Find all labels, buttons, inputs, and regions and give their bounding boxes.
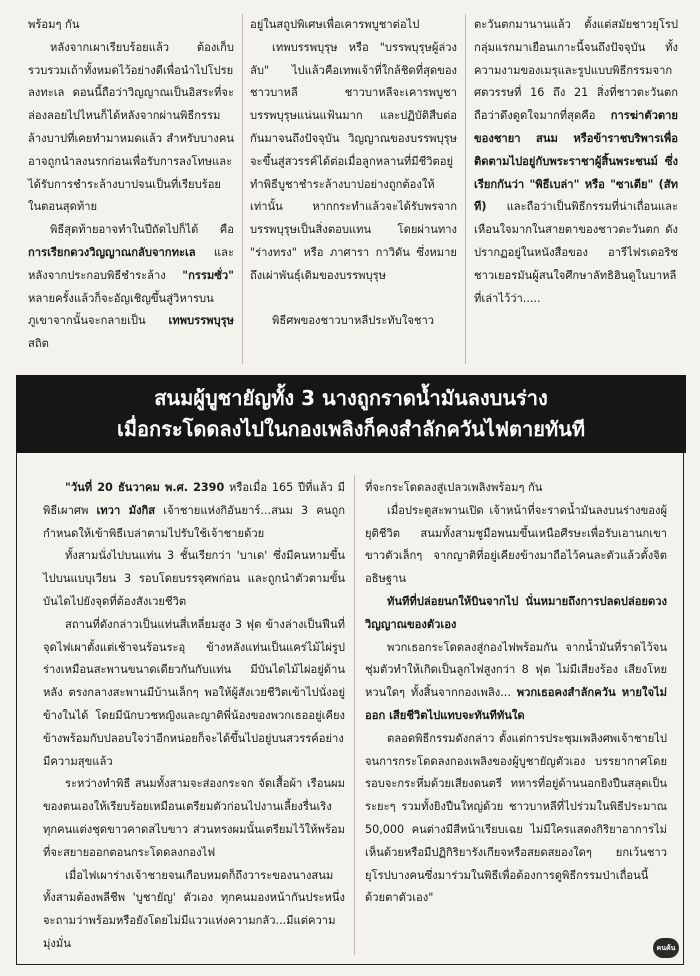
headline-line-2: เมื่อกระโดดลงไปในกองเพลิงก็คงสำลักควันไฟตายทันที bbox=[116, 417, 586, 441]
paragraph: ทันทีที่ปล่อยนกให้บินจากไป นั่นหมายถึงการปลดปล่อยดวงวิญญาณของตัวเอง bbox=[365, 594, 667, 631]
column-divider bbox=[354, 475, 355, 955]
paragraph: เมื่อไฟเผาร่างเจ้าชายจนเกือบหมดก็ถึงวาระของนางสนมทั้งสามต้องพลีชีพ 'บูชายัญ' ตัวเอง ทุกคนมองหน้ากันประหนึ่งจะถามว่าพร้อมหรือยังโดยไม่มีแววแห่งความกลัว...มีแต่ความมุ่งมั่น bbox=[43, 868, 345, 950]
paragraph: พร้อมๆ กัน bbox=[28, 18, 80, 31]
paragraph: สถานที่ดังกล่าวเป็นแท่นสี่เหลี่ยมสูง 3 ฟุต ข้างล่างเป็นฟืนที่จุดไฟเผาตั้งแต่เช้าจนร้อนระอุ ข้างหลังแท่นเป็นแคร่ไม้ไผ่รูปร่างเหมือนสะพานขนาดเดียวกันกับแท่น มีบันไดไม้ไผ่อยู่ด้านหลัง ตรงกลางสะพานมีบ้านเล็กๆ พอให้ผู้สังเวยชีวิตเข้าไปนั่งอยู่ข้างในได้ โดยมีนักบวชหญิงและญาติพี่น้องของพวกเธออยู่เคียงข้างพร้อมกับปลอบใจว่าอีกหน่อยก็จะได้ขึ้นไปอยู่บนสวรรค์อย่างมีความสุขแล้ว bbox=[43, 617, 345, 768]
paragraph: พิธีสุดท้ายอาจทำในปีถัดไปก็ได้ คือ การเรียกดวงวิญญาณกลับจากทะเล และหลังจากประกอบพิธีชำระล้าง "กรรมซั่ว" หลายครั้งแล้วก็จะอัญเชิญขึ้นสู่วิหารบนภูเขาจากนั้นจะกลายเป็น เทพบรรพบุรุษ สถิต bbox=[28, 223, 234, 351]
story-column-2 bbox=[365, 477, 667, 910]
paragraph: ระหว่างทำพิธี สนมทั้งสามจะส่องกระจก จัดเสื้อผ้า เรือนผมของตนเองให้เรียบร้อยเหมือนเตรียมตัวก่อนไปงานเลี้ยงรื่นเริง ทุกคนแต่งชุดขาวคาดสไบขาว ส่วนทรงผมนั้นเตรียมไว้ให้พร้อมที่จะสยายออกตอนกระโดดลงกองไฟ bbox=[43, 777, 345, 859]
paragraph: ที่จะกระโดดลงสู่เปลวเพลิงพร้อมๆ กัน bbox=[365, 481, 543, 494]
top-column-3 bbox=[474, 14, 678, 310]
story-column-1 bbox=[43, 477, 345, 956]
paragraph: ตะวันตกมานานแล้ว ตั้งแต่สมัยชาวยุโรปกลุ่มแรกมาเยือนเกาะนี้จนถึงปัจจุบัน ทั้งความงามของเมรุและรูปแบบพิธีกรรมจากศตวรรษที่ 16 ถึง 21 สิ่งที่ชาวตะวันตกถือว่าดึงดูดใจมากที่สุดคือ การฆ่าตัวตายของชายา สนม หรือข้าราชบริพารเพื่อติดตามไปอยู่กับพระราชาผู้สิ้นพระชนม์ ซึ่งเรียกกันว่า "พิธีเบล่า" หรือ "ซาเตีย" (สัทที) และถือว่าเป็นพิธีกรรมที่น่าเถื่อนและเหือนใจมากในสายตาของชาวตะวันตก ดังปรากฏอยู่ในหนังสือของ อารีไฟรเดอริช ชาวเยอรมันผู้สนใจศึกษาลัทธิฮินดูในบาหลีที่เล่าไว้ว่า..... bbox=[474, 18, 678, 305]
paragraph: ทั้งสามนั่งไปบนแท่น 3 ชั้นเรียกว่า 'บาเด' ซึ่งมีคนหามขึ้นไปบนแบบุเวียน 3 รอบโดยบรรจุศพก่อน และถูกนำตัวตามขั้นบันไดไปยังจุดที่ต้องสังเวยชีวิต bbox=[43, 549, 345, 608]
paragraph: พวกเธอกระโดดลงสู่กองไฟพร้อมกัน จากน้ำมันที่ราดไว้จนชุ่มตัวทำให้เกิดเป็นลูกไฟสูงกว่า 8 ฟุต ไม่มีเสียงร้อง เสียงโหยหวนใดๆ ทั้งสิ้นจากกองเพลิง... พวกเธอคงสำลักควัน หายใจไม่ออก เสียชีวิตไปแทบจะทันทีทันใด bbox=[365, 640, 667, 722]
paragraph: หลังจากเผาเรียบร้อยแล้ว ต้องเก็บรวบรวมเถ้าทั้งหมดไว้อย่างดีเพื่อนำไปโปรยลงทะเล ดอนนี้ถือว่าวิญญาณเป็นอิสระที่จะล่องลอยไปไหนก็ได้หลังจากผ่านพิธีกรรมล้างบาปที่เคยทำมาหมดแล้ว สำหรับบางคนอาจถูกนำลงนรกก่อนเพื่อรับการลงโทษและได้รับการชำระล้างบาปจนเป็นที่เรียบร้อยในตอนสุดท้าย bbox=[28, 40, 234, 214]
paragraph: พิธีศพของชาวบาหลีประทับใจชาว bbox=[272, 313, 435, 327]
top-column-1 bbox=[28, 14, 234, 356]
column-divider bbox=[242, 14, 243, 364]
boxed-story bbox=[16, 453, 684, 965]
paragraph: "วันที่ 20 ธันวาคม พ.ศ. 2390 หรือเมื่อ 165 ปีที่แล้ว มีพิธีเผาศพ เทวา มังกิส เจ้าชายแห่งกิอันยาร์...สนม 3 คนถูกกำหนดให้เข้าพิธีเบล่าตามไปรับใช้เจ้าชายด้วย bbox=[43, 481, 345, 540]
headline-line-1: สนมผู้บูชายัญทั้ง 3 นางถูกราดน้ำมันลงบนร่าง bbox=[154, 386, 548, 410]
headline-banner bbox=[16, 375, 686, 453]
paragraph: เทพบรรพบุรุษ หรือ "บรรพบุรุษผู้ล่วงลับ" ไปแล้วคือเทพเจ้าที่ใกล้ชิดที่สุดของชาวบาหลี ชาวบาหลีจะเคารพบูชาบรรพบุรุษแน่นแฟ้นมาก และปฏิบัติสืบต่อกันมาจนถึงปัจจุบัน วิญญาณของบรรพบุรุษจะขึ้นสู่สวรรค์ได้ต่อเมื่อลูกหลานที่มีชีวิตอยู่ทำพิธีบูชาชำระล้างบาปอย่างถูกต้องให้เท่านั้น หากกระทำแล้วจะได้รับพรจากบรรพบุรุษเป็นสิ่งตอบแทน โดยผ่านทาง "ร่างทรง" หรือ ภาศารา กาวิดัน ซึ่งหมายถึงเผ่าพันธุ์เดิมของบรรพบุรุษ bbox=[250, 40, 457, 282]
top-column-2 bbox=[250, 14, 457, 332]
paragraph: เมื่อประตูสะพานเปิด เจ้าหน้าที่จะราดน้ำมันลงบนร่างของผู้ยุติชีวิต สนมทั้งสามชูมือพนมขึ้นเหนือศีรษะเพื่อรับเอานกเขาขาวตัวเล็กๆ จากญาติที่อยู่เคียงข้างมาถือไว้คนละตัวแล้วตั้งจิตอธิษฐาน bbox=[365, 503, 667, 586]
column-divider bbox=[465, 14, 466, 364]
paragraph: ตลอดพิธีกรรมดังกล่าว ตั้งแต่การประชุมเพลิงศพเจ้าชายไปจนการกระโดดลงกองเพลิงของผู้บูชายัญตัวเอง บรรยากาศโดยรอบจะกระหึ่มด้วยเสียงดนตรี ทหารที่อยู่ด้านนอกยิงปืนสลุตเป็นระยะๆ รวมทั้งยิงปืนใหญ่ด้วย ชาวบาหลีที่ไปร่วมในพิธีประมาณ 50,000 คนต่างมีสีหน้าเรียบเฉย ไม่มีใครแสดงกิริยาอาการไม่เห็นด้วยหรือมีปฏิกิริยารังเกียจหรือสยดสยองใดๆ ยกเว้นชาวยุโรปบางคนซึ่งมาร่วมในพิธีเพื่อต้องการดูพิธีกรรมป่าเถื่อนนี้ด้วยตาตัวเอง" bbox=[365, 731, 667, 905]
paragraph: อยู่ในสถูปพิเศษเพื่อเคารพบูชาต่อไป bbox=[250, 18, 420, 31]
magazine-logo: คนค้น bbox=[653, 938, 679, 958]
